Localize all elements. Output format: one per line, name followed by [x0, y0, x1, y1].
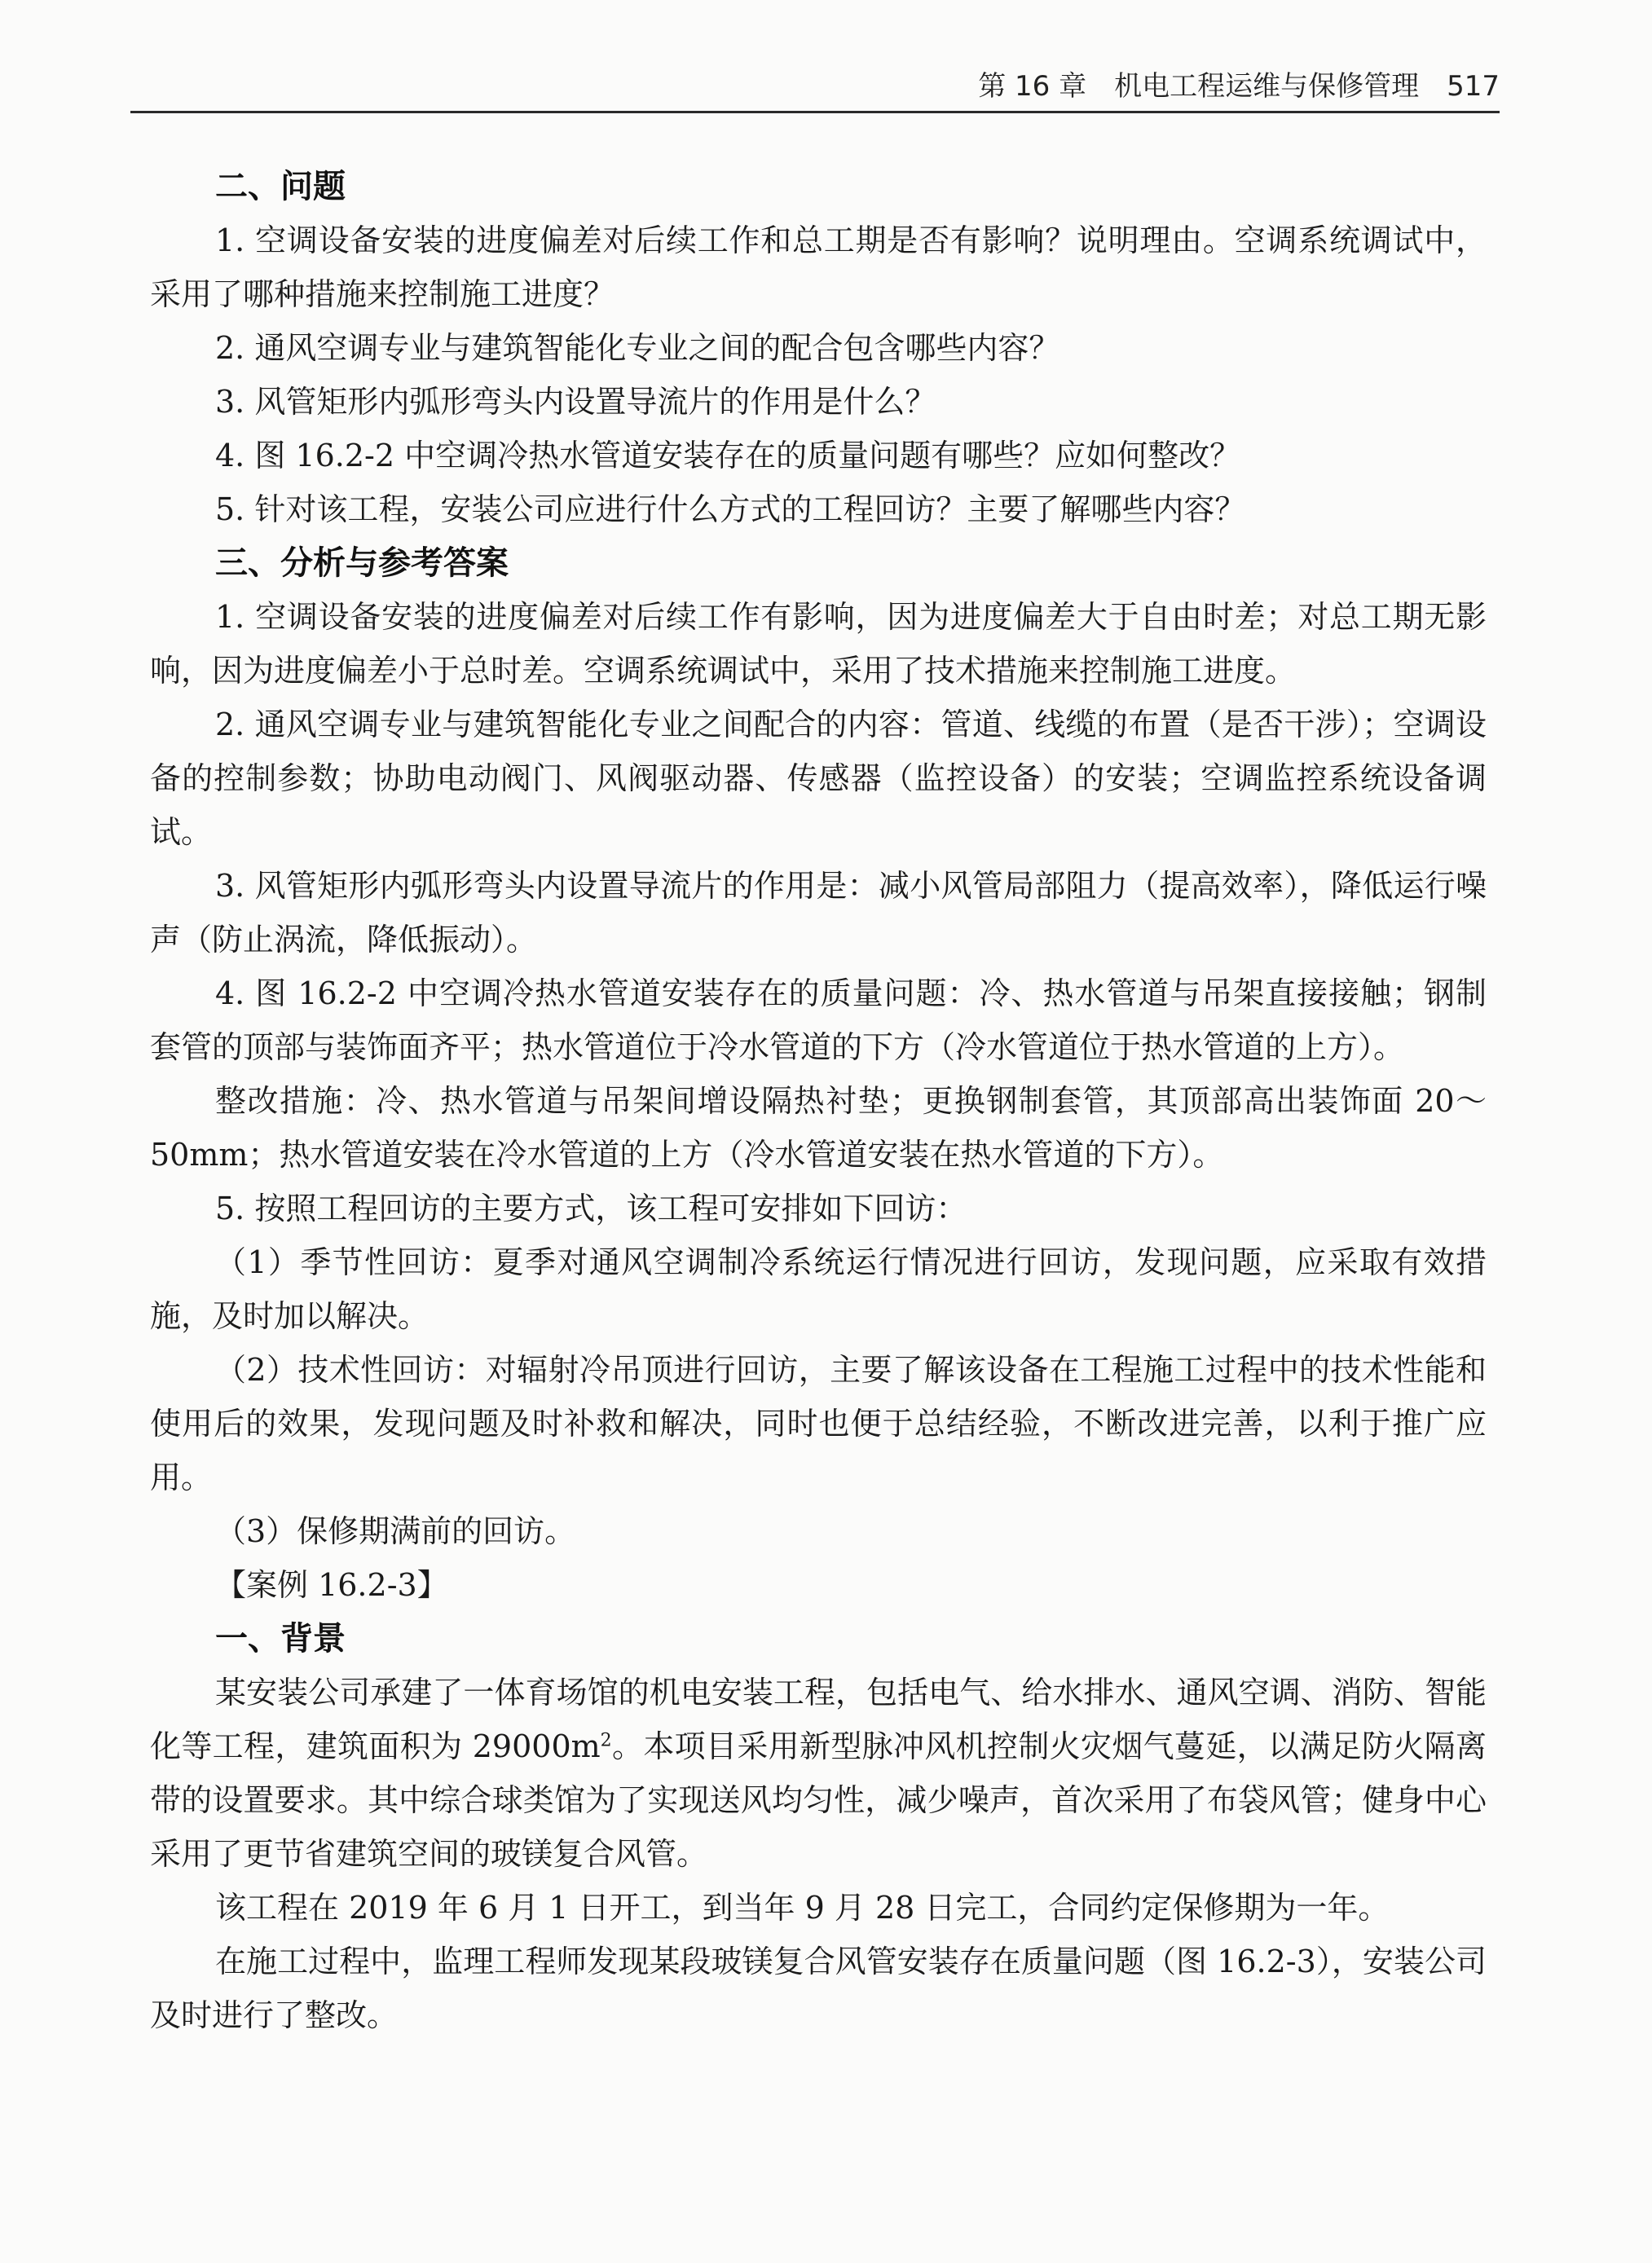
answers-heading: 三、分析与参考答案: [215, 544, 509, 582]
chapter-number: 第 16 章: [978, 70, 1087, 103]
question-4: 4. 图 16.2-2 中空调冷热水管道安装存在的质量问题有哪些？应如何整改？: [215, 438, 1241, 473]
answer-4-fix: 整改措施：冷、热水管道与吊架间增设隔热衬垫；更换钢制套管，其顶部高出装饰面 20～50mm；热水管道安装在冷水管道的上方（冷水管道安装在热水管道的下方）。: [150, 1083, 1487, 1173]
case-label: 【案例 16.2-3】: [215, 1567, 448, 1603]
question-2: 2. 通风空调专业与建筑智能化专业之间的配合包含哪些内容？: [215, 330, 1060, 366]
question-5: 5. 针对该工程，安装公司应进行什么方式的工程回访？主要了解哪些内容？: [215, 491, 1246, 527]
answer-1: 1. 空调设备安装的进度偏差对后续工作有影响，因为进度偏差大于自由时差；对总工期无影响，因为进度偏差小于总时差。空调系统调试中，采用了技术措施来控制施工进度。: [150, 599, 1487, 689]
background-paragraph-3: 在施工过程中，监理工程师发现某段玻镁复合风管安装存在质量问题（图 16.2-3），安装公司及时进行了整改。: [150, 1944, 1487, 2033]
answer-4: 4. 图 16.2-2 中空调冷热水管道安装存在的质量问题：冷、热水管道与吊架直接接触；钢制套管的顶部与装饰面齐平；热水管道位于冷水管道的下方（冷水管道位于热水管道的上方）。: [150, 975, 1487, 1065]
page-content: [150, 160, 1487, 2042]
header-text: [978, 64, 1500, 103]
question-3: 3. 风管矩形内弧形弯头内设置导流片的作用是什么？: [215, 384, 936, 420]
answer-5-item-2: （2）技术性回访：对辐射冷吊顶进行回访，主要了解该设备在工程施工过程中的技术性能和使用后的效果，发现问题及时补救和解决，同时也便于总结经验，不断改进完善，以利于推广应用。: [150, 1352, 1487, 1495]
answer-2: 2. 通风空调专业与建筑智能化专业之间配合的内容：管道、线缆的布置（是否干涉）；空调设备的控制参数；协助电动阀门、风阀驱动器、传感器（监控设备）的安装；空调监控系统设备调试。: [150, 707, 1487, 850]
answer-5: 5. 按照工程回访的主要方式，该工程可安排如下回访：: [215, 1191, 967, 1226]
questions-heading: 二、问题: [215, 168, 346, 205]
superscript-2: 2: [600, 1730, 612, 1751]
background-text-before: 某安装公司承建了一体育场馆的机电安装工程，包括电气、给水排水、通风空调、消防、智能化等工程，建筑面积为 29000m: [150, 1675, 1487, 1764]
background-paragraph-1: [150, 1666, 1487, 1881]
running-header: [130, 57, 1500, 113]
answer-5-item-1: （1）季节性回访：夏季对通风空调制冷系统运行情况进行回访，发现问题，应采取有效措施，及时加以解决。: [150, 1244, 1487, 1334]
background-heading: 一、背景: [215, 1620, 346, 1658]
background-paragraph-2: 该工程在 2019 年 6 月 1 日开工，到当年 9 月 28 日完工，合同约定保修期为一年。: [215, 1890, 1390, 1926]
answer-3: 3. 风管矩形内弧形弯头内设置导流片的作用是：减小风管局部阻力（提高效率），降低运行噪声（防止涡流，降低振动）。: [150, 868, 1487, 958]
page-number: 517: [1447, 70, 1500, 103]
background-text-after: 。本项目采用新型脉冲风机控制火灾烟气蔓延，以满足防火隔离带的设置要求。其中综合球类馆为了实现送风均匀性，减少噪声，首次采用了布袋风管；健身中心采用了更节省建筑空间的玻镁复合风管。: [150, 1728, 1487, 1872]
answer-5-item-3: （3）保修期满前的回访。: [215, 1513, 576, 1549]
question-1: 1. 空调设备安装的进度偏差对后续工作和总工期是否有影响？说明理由。空调系统调试中，采用了哪种措施来控制施工进度？: [150, 222, 1487, 312]
chapter-title: 机电工程运维与保修管理: [1114, 70, 1420, 103]
